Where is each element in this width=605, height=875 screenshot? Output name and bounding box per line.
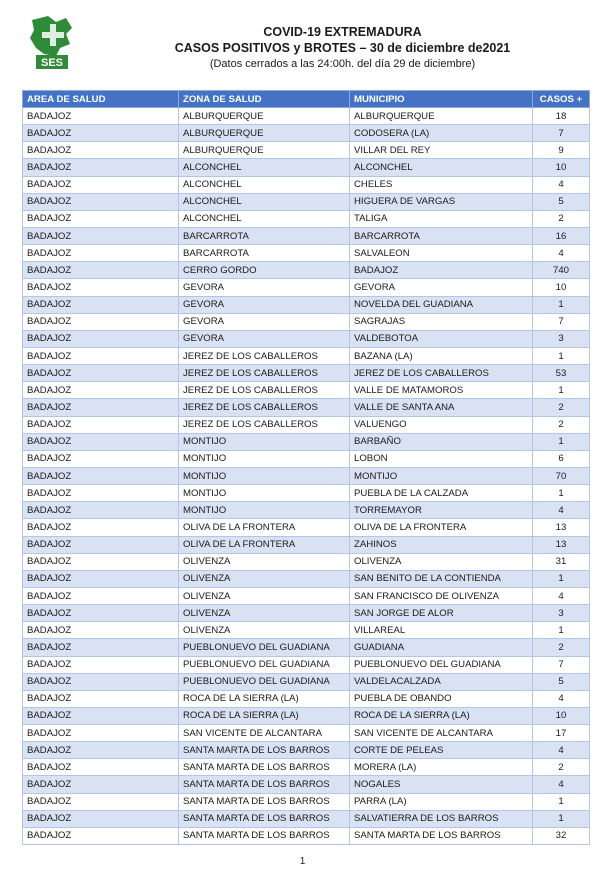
cell-area: BADAJOZ [23,810,179,827]
cell-municipio: NOGALES [350,776,533,793]
cell-area: BADAJOZ [23,622,179,639]
cell-casos: 1 [533,296,590,313]
cell-municipio: BARCARROTA [350,227,533,244]
cell-municipio: VALLE DE SANTA ANA [350,399,533,416]
cell-zona: SANTA MARTA DE LOS BARROS [179,776,350,793]
logo-text: SES [40,57,64,69]
cell-zona: ROCA DE LA SIERRA (LA) [179,690,350,707]
cell-casos: 1 [533,793,590,810]
table-row [23,553,590,570]
cell-zona: SANTA MARTA DE LOS BARROS [179,810,350,827]
cell-casos: 4 [533,245,590,262]
cell-zona: OLIVA DE LA FRONTERA [179,519,350,536]
cell-casos: 13 [533,536,590,553]
cell-casos: 4 [533,742,590,759]
cell-casos: 10 [533,707,590,724]
cell-municipio: VILLAR DEL REY [350,142,533,159]
cell-casos: 1 [533,347,590,364]
cell-area: BADAJOZ [23,536,179,553]
cell-casos: 1 [533,485,590,502]
table-row [23,467,590,484]
cell-municipio: VALDELACALZADA [350,673,533,690]
cases-table [22,90,590,845]
cell-casos: 1 [533,570,590,587]
cell-casos: 7 [533,125,590,142]
cell-area: BADAJOZ [23,827,179,844]
cell-casos: 1 [533,382,590,399]
cell-area: BADAJOZ [23,227,179,244]
cell-casos: 7 [533,313,590,330]
cell-zona: MONTIJO [179,502,350,519]
cell-municipio: SAN FRANCISCO DE OLIVENZA [350,587,533,604]
cell-casos: 5 [533,193,590,210]
table-row [23,227,590,244]
cell-municipio: ALCONCHEL [350,159,533,176]
table-row [23,502,590,519]
cell-area: BADAJOZ [23,347,179,364]
cell-area: BADAJOZ [23,485,179,502]
cell-municipio: MONTIJO [350,467,533,484]
table-row [23,485,590,502]
cell-area: BADAJOZ [23,159,179,176]
cell-area: BADAJOZ [23,707,179,724]
table-row [23,142,590,159]
cell-zona: ALBURQUERQUE [179,125,350,142]
document-title: COVID-19 EXTREMADURA [263,25,422,39]
cell-zona: ALCONCHEL [179,176,350,193]
cell-zona: BARCARROTA [179,245,350,262]
cell-municipio: LOBON [350,450,533,467]
cell-area: BADAJOZ [23,759,179,776]
cell-zona: OLIVENZA [179,605,350,622]
table-row [23,159,590,176]
table-row [23,262,590,279]
document-header [80,24,605,72]
cell-municipio: PUEBLA DE OBANDO [350,690,533,707]
table-row [23,450,590,467]
cell-casos: 10 [533,159,590,176]
cell-area: BADAJOZ [23,433,179,450]
table-row [23,313,590,330]
cell-municipio: CORTE DE PELEAS [350,742,533,759]
cell-area: BADAJOZ [23,742,179,759]
table-row [23,622,590,639]
cell-zona: PUEBLONUEVO DEL GUADIANA [179,673,350,690]
cell-municipio: VALDEBOTOA [350,330,533,347]
column-header-municipio: MUNICIPIO [350,91,533,108]
cell-municipio: JEREZ DE LOS CABALLEROS [350,365,533,382]
cell-municipio: TALIGA [350,210,533,227]
cell-zona: PUEBLONUEVO DEL GUADIANA [179,656,350,673]
cell-zona: MONTIJO [179,485,350,502]
cell-casos: 2 [533,639,590,656]
table-row [23,776,590,793]
table-row [23,108,590,125]
cell-zona: GEVORA [179,313,350,330]
cell-zona: MONTIJO [179,450,350,467]
cell-municipio: GEVORA [350,279,533,296]
table-row [23,519,590,536]
cell-municipio: SANTA MARTA DE LOS BARROS [350,827,533,844]
cell-casos: 7 [533,656,590,673]
cell-area: BADAJOZ [23,365,179,382]
table-header-row [23,91,590,108]
cell-area: BADAJOZ [23,656,179,673]
cell-municipio: SALVATIERRA DE LOS BARROS [350,810,533,827]
cell-casos: 10 [533,279,590,296]
cell-zona: GEVORA [179,330,350,347]
table-row [23,399,590,416]
cell-area: BADAJOZ [23,399,179,416]
cell-municipio: PUEBLA DE LA CALZADA [350,485,533,502]
cell-area: BADAJOZ [23,793,179,810]
table-row [23,639,590,656]
table-row [23,827,590,844]
cell-casos: 4 [533,587,590,604]
table-row [23,759,590,776]
cell-municipio: BAZANA (LA) [350,347,533,364]
cell-area: BADAJOZ [23,313,179,330]
table-row [23,673,590,690]
cell-casos: 31 [533,553,590,570]
cell-area: BADAJOZ [23,382,179,399]
cell-area: BADAJOZ [23,210,179,227]
cell-casos: 6 [533,450,590,467]
cell-zona: ALCONCHEL [179,210,350,227]
table-row [23,416,590,433]
page-number: 1 [299,856,306,867]
cell-area: BADAJOZ [23,673,179,690]
table-row [23,793,590,810]
cell-area: BADAJOZ [23,193,179,210]
cell-zona: PUEBLONUEVO DEL GUADIANA [179,639,350,656]
cell-zona: GEVORA [179,296,350,313]
cell-area: BADAJOZ [23,502,179,519]
cell-area: BADAJOZ [23,725,179,742]
cell-municipio: GUADIANA [350,639,533,656]
cell-area: BADAJOZ [23,262,179,279]
cell-area: BADAJOZ [23,245,179,262]
cell-casos: 13 [533,519,590,536]
cell-casos: 9 [533,142,590,159]
cell-municipio: MORERA (LA) [350,759,533,776]
cell-area: BADAJOZ [23,519,179,536]
cell-casos: 4 [533,776,590,793]
cell-municipio: VILLAREAL [350,622,533,639]
table-row [23,365,590,382]
table-row [23,433,590,450]
cell-area: BADAJOZ [23,279,179,296]
cell-area: BADAJOZ [23,416,179,433]
table-row [23,347,590,364]
ses-logo [26,14,76,72]
cell-zona: MONTIJO [179,433,350,450]
table-row [23,296,590,313]
cell-casos: 32 [533,827,590,844]
table-row [23,605,590,622]
cell-zona: OLIVENZA [179,587,350,604]
cell-municipio: PUEBLONUEVO DEL GUADIANA [350,656,533,673]
extremadura-map-icon [26,14,76,72]
cell-municipio: BARBAÑO [350,433,533,450]
cell-municipio: PARRA (LA) [350,793,533,810]
table-row [23,536,590,553]
cell-municipio: CHELES [350,176,533,193]
table-row [23,125,590,142]
table-row [23,193,590,210]
cell-zona: JEREZ DE LOS CABALLEROS [179,347,350,364]
cell-area: BADAJOZ [23,108,179,125]
cell-area: BADAJOZ [23,587,179,604]
cell-casos: 740 [533,262,590,279]
cell-zona: OLIVENZA [179,570,350,587]
table-body [23,108,590,845]
cell-casos: 1 [533,810,590,827]
table-row [23,382,590,399]
cell-casos: 2 [533,399,590,416]
cell-municipio: SAN JORGE DE ALOR [350,605,533,622]
cell-municipio: VALUENGO [350,416,533,433]
cell-zona: ALCONCHEL [179,159,350,176]
cell-area: BADAJOZ [23,690,179,707]
table-row [23,742,590,759]
cell-zona: ALBURQUERQUE [179,142,350,159]
cell-municipio: OLIVA DE LA FRONTERA [350,519,533,536]
table-row [23,330,590,347]
table-row [23,587,590,604]
cell-municipio: NOVELDA DEL GUADIANA [350,296,533,313]
cell-zona: BARCARROTA [179,227,350,244]
cell-area: BADAJOZ [23,570,179,587]
cell-casos: 4 [533,176,590,193]
cell-zona: ROCA DE LA SIERRA (LA) [179,707,350,724]
cell-zona: SANTA MARTA DE LOS BARROS [179,742,350,759]
table-row [23,176,590,193]
table-row [23,656,590,673]
cell-municipio: SAGRAJAS [350,313,533,330]
column-header-zona: ZONA DE SALUD [179,91,350,108]
cell-zona: ALBURQUERQUE [179,108,350,125]
cell-casos: 16 [533,227,590,244]
cell-municipio: SAN BENITO DE LA CONTIENDA [350,570,533,587]
column-header-area: AREA DE SALUD [23,91,179,108]
cell-area: BADAJOZ [23,639,179,656]
cell-area: BADAJOZ [23,176,179,193]
cell-municipio: ALBURQUERQUE [350,108,533,125]
cell-casos: 3 [533,605,590,622]
cell-zona: SANTA MARTA DE LOS BARROS [179,759,350,776]
cell-zona: GEVORA [179,279,350,296]
cell-municipio: SALVALEON [350,245,533,262]
cell-area: BADAJOZ [23,296,179,313]
cell-zona: OLIVA DE LA FRONTERA [179,536,350,553]
cell-zona: JEREZ DE LOS CABALLEROS [179,365,350,382]
cell-casos: 70 [533,467,590,484]
cell-zona: JEREZ DE LOS CABALLEROS [179,382,350,399]
cell-zona: MONTIJO [179,467,350,484]
cell-municipio: VALLE DE MATAMOROS [350,382,533,399]
cell-municipio: SAN VICENTE DE ALCANTARA [350,725,533,742]
cell-zona: SANTA MARTA DE LOS BARROS [179,827,350,844]
cell-casos: 53 [533,365,590,382]
cell-casos: 3 [533,330,590,347]
cell-municipio: HIGUERA DE VARGAS [350,193,533,210]
cell-municipio: CODOSERA (LA) [350,125,533,142]
table-row [23,725,590,742]
table-row [23,210,590,227]
cell-area: BADAJOZ [23,467,179,484]
table-row [23,810,590,827]
cell-area: BADAJOZ [23,450,179,467]
cell-area: BADAJOZ [23,125,179,142]
cell-municipio: ZAHINOS [350,536,533,553]
cell-area: BADAJOZ [23,330,179,347]
document-subtitle: CASOS POSITIVOS y BROTES – 30 de diciembre de2021 [174,41,511,55]
cell-casos: 1 [533,433,590,450]
cell-casos: 17 [533,725,590,742]
cell-area: BADAJOZ [23,605,179,622]
cell-municipio: ROCA DE LA SIERRA (LA) [350,707,533,724]
table-row [23,707,590,724]
cell-casos: 2 [533,759,590,776]
cell-casos: 2 [533,210,590,227]
cell-zona: SAN VICENTE DE ALCANTARA [179,725,350,742]
cases-table-container [22,90,589,845]
table-row [23,245,590,262]
cell-area: BADAJOZ [23,776,179,793]
cell-zona: CERRO GORDO [179,262,350,279]
table-row [23,690,590,707]
cell-municipio: TORREMAYOR [350,502,533,519]
cell-casos: 4 [533,502,590,519]
document-note: (Datos cerrados a las 24:00h. del día 29 de diciembre) [209,58,476,70]
cell-zona: ALCONCHEL [179,193,350,210]
cell-zona: OLIVENZA [179,622,350,639]
table-row [23,279,590,296]
cell-zona: OLIVENZA [179,553,350,570]
cell-casos: 18 [533,108,590,125]
cell-zona: JEREZ DE LOS CABALLEROS [179,399,350,416]
cell-zona: JEREZ DE LOS CABALLEROS [179,416,350,433]
cell-municipio: BADAJOZ [350,262,533,279]
table-row [23,570,590,587]
column-header-casos: CASOS + [533,91,590,108]
cell-casos: 2 [533,416,590,433]
cell-municipio: OLIVENZA [350,553,533,570]
cell-casos: 5 [533,673,590,690]
cell-casos: 4 [533,690,590,707]
cell-area: BADAJOZ [23,553,179,570]
cell-zona: SANTA MARTA DE LOS BARROS [179,793,350,810]
cell-area: BADAJOZ [23,142,179,159]
cell-casos: 1 [533,622,590,639]
